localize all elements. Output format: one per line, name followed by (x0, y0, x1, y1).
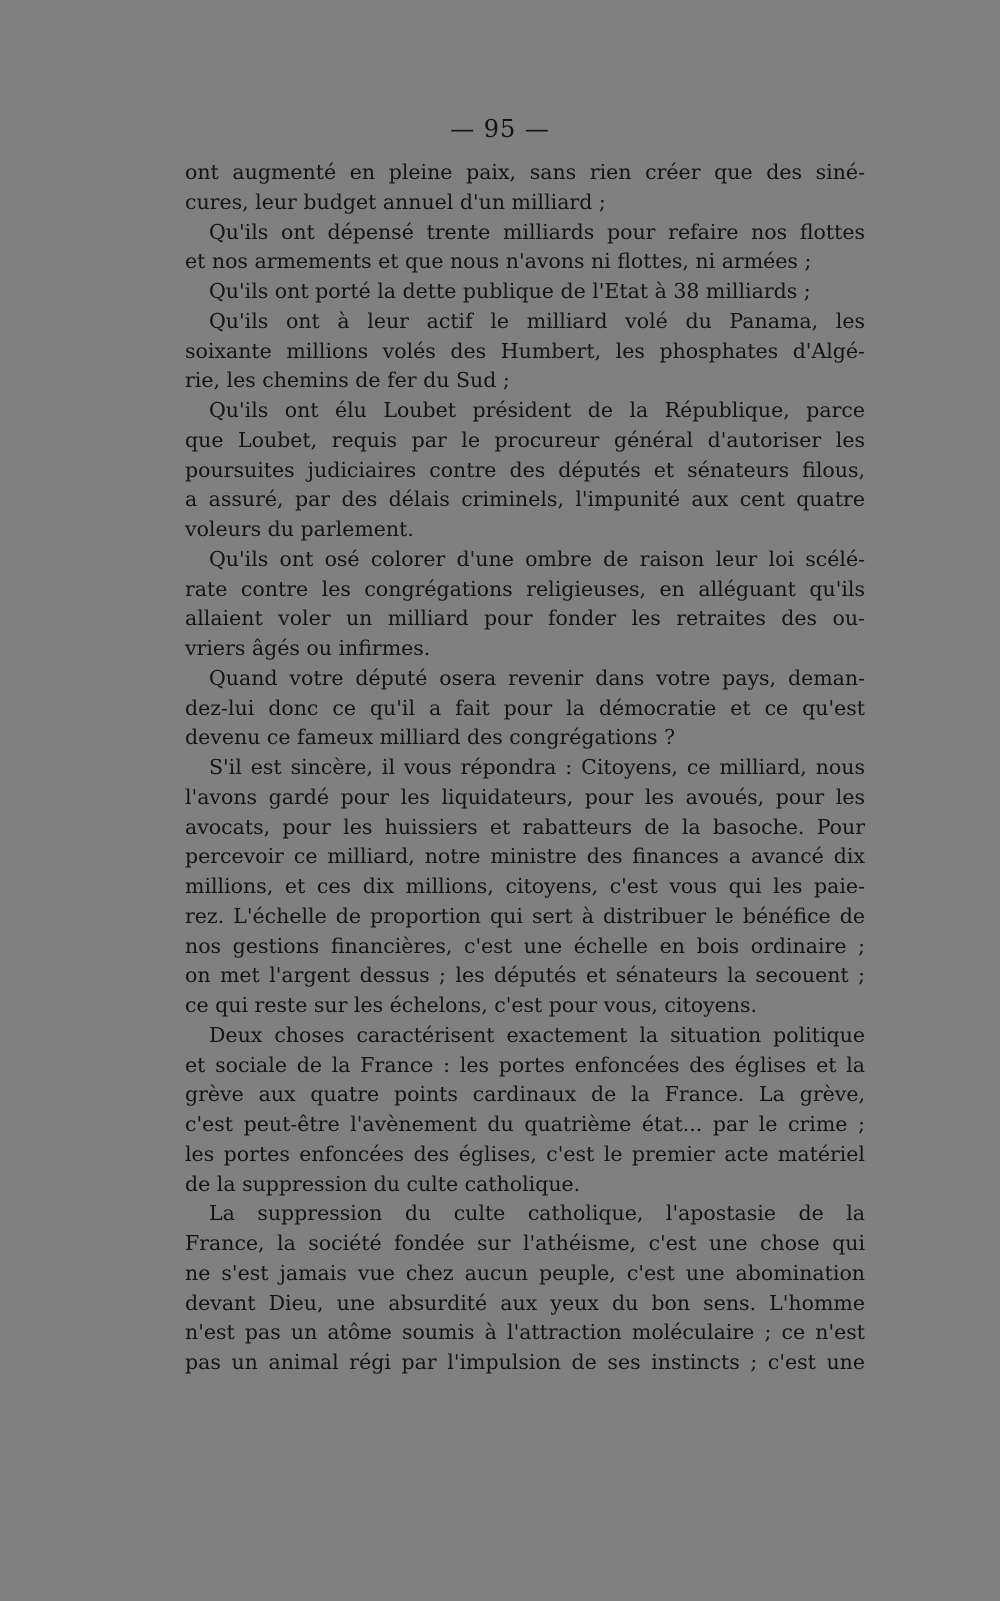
text-line: millions, et ces dix millions, citoyens, c'est vous qui les paie- (185, 874, 865, 898)
text-line: France, la société fondée sur l'athéisme, c'est une chose qui (185, 1231, 865, 1255)
text-line: grève aux quatre points cardinaux de la France. La grève, (185, 1082, 865, 1107)
text-line: Deux choses caractérisent exactement la situation politique (209, 1022, 865, 1047)
text-line: avocats, pour les huissiers et rabatteurs de la basoche. Pour (185, 814, 865, 839)
text-line: devenu ce fameux milliard des congrégations ? (185, 725, 676, 750)
text-line: on met l'argent dessus ; les députés et sénateurs la secouent ; (185, 963, 865, 988)
text-line: que Loubet, requis par le procureur général d'autoriser les (185, 427, 865, 452)
text-line: allaient voler un milliard pour fonder les retraites des ou- (185, 606, 865, 631)
text-line: ce qui reste sur les échelons, c'est pour vous, citoyens. (185, 993, 757, 1017)
text-line: Qu'ils ont osé colorer d'une ombre de raison leur loi scélé- (209, 546, 865, 571)
text-line: devant Dieu, une absurdité aux yeux du bon sens. L'homme (185, 1290, 865, 1315)
text-line: soixante millions volés des Humbert, les phosphates d'Algé- (185, 338, 865, 363)
text-line: et sociale de la France : les portes enfoncées des églises et la (185, 1052, 865, 1077)
text-line: poursuites judiciaires contre des députés et sénateurs filous, (185, 457, 865, 482)
text-line: Qu'ils ont porté la dette publique de l'Etat à 38 milliards ; (209, 279, 811, 303)
text-line: dez-lui donc ce qu'il a fait pour la démocratie et ce qu'est (185, 695, 865, 720)
body-text (185, 158, 865, 1378)
text-line: La suppression du culte catholique, l'apostasie de la (209, 1201, 865, 1226)
text-line: les portes enfoncées des églises, c'est le premier acte matériel (185, 1141, 865, 1166)
text-line: rez. L'échelle de proportion qui sert à distribuer le bénéfice de (185, 903, 865, 928)
text-line: Qu'ils ont dépensé trente milliards pour refaire nos flottes (209, 219, 865, 244)
text-line: rate contre les congrégations religieuses, en alléguant qu'ils (185, 576, 865, 601)
text-line: percevoir ce milliard, notre ministre des finances a avancé dix (185, 844, 865, 869)
text-line: Qu'ils ont élu Loubet président de la République, parce (209, 398, 865, 422)
text-line: rie, les chemins de fer du Sud ; (185, 368, 510, 393)
page-number: — 95 — (450, 115, 550, 143)
text-line: l'avons gardé pour les liquidateurs, pour les avoués, pour les (185, 784, 865, 809)
text-line: c'est peut-être l'avènement du quatrième état... par le crime ; (185, 1112, 865, 1136)
text-line: pas un animal régi par l'impulsion de ses instincts ; c'est une (185, 1350, 865, 1374)
text-line: S'il est sincère, il vous répondra : Citoyens, ce milliard, nous (209, 755, 865, 779)
text-line: n'est pas un atôme soumis à l'attraction moléculaire ; ce n'est (185, 1320, 865, 1345)
text-line: Qu'ils ont à leur actif le milliard volé du Panama, les (209, 308, 865, 333)
text-line: de la suppression du culte catholique. (185, 1171, 581, 1196)
text-line: vriers âgés ou infirmes. (185, 636, 431, 660)
text-line: ne s'est jamais vue chez aucun peuple, c'est une abomination (185, 1260, 865, 1285)
text-line: Quand votre député osera revenir dans votre pays, deman- (209, 665, 865, 690)
text-line: ont augmenté en pleine paix, sans rien créer que des siné- (185, 160, 865, 184)
text-line: voleurs du parlement. (185, 517, 414, 541)
text-line: a assuré, par des délais criminels, l'impunité aux cent quatre (185, 487, 865, 512)
text-line: nos gestions financières, c'est une échelle en bois ordinaire ; (185, 933, 865, 958)
text-line: cures, leur budget annuel d'un milliard ; (185, 189, 606, 214)
text-line: et nos armements et que nous n'avons ni flottes, ni armées ; (185, 249, 812, 274)
